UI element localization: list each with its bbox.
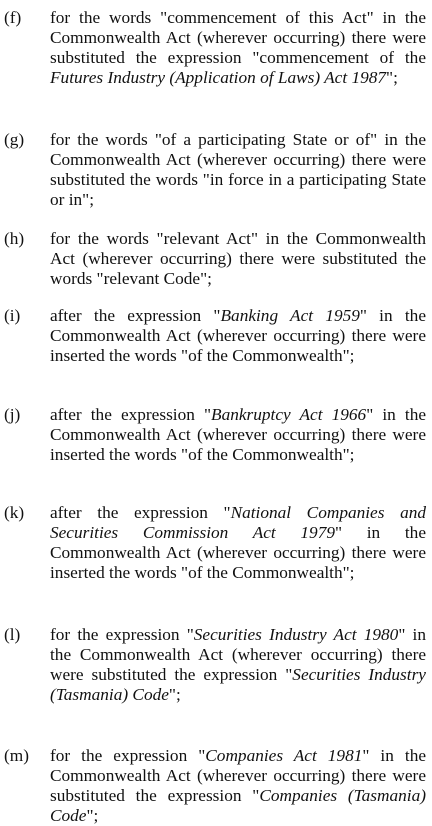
clause-text-run: "; <box>86 806 99 825</box>
act-title: Futures Industry (Application of Laws) Act 1987 <box>50 68 387 87</box>
clause-label: (h) <box>4 229 25 248</box>
act-title: Securities Industry Act 1980 <box>193 625 399 644</box>
clause-label: (g) <box>4 130 25 149</box>
clause-text-run: " in the Commonwealth Act (wherever occurring) there were inserted the words "of the Commonwealth"; <box>50 405 426 464</box>
clause-text-run: " in the Commonwealth Act (wherever occurring) there were inserted the words "of the Commonwealth"; <box>50 523 426 582</box>
clause-text-run: "; <box>386 68 398 87</box>
clause-text-run: after the expression " <box>50 405 212 424</box>
clause-text-run: for the words "relevant Act" in the Commonwealth Act (wherever occurring) there were substituted the words "relevant Code"; <box>50 229 426 288</box>
clause-text <box>50 625 426 705</box>
clause-text-run: for the expression " <box>50 625 194 644</box>
clause-text-run: after the expression " <box>50 503 231 522</box>
code-title: Securities Industry (Tasmania) Code <box>50 665 426 704</box>
clause-label: (f) <box>4 8 22 27</box>
clause-text-run: for the expression " <box>50 746 206 765</box>
clause-text <box>50 8 426 88</box>
clause-text <box>50 306 426 366</box>
clause-label: (j) <box>4 405 21 424</box>
act-title: Companies Act 1981 <box>205 746 363 765</box>
clause-text <box>50 130 426 210</box>
clause-text <box>50 405 426 465</box>
clause-label: (m) <box>4 746 29 765</box>
act-title: Bankruptcy Act 1966 <box>211 405 367 424</box>
act-title: Banking Act 1959 <box>220 306 360 325</box>
clause-text-run: "; <box>168 685 181 704</box>
clause-label: (l) <box>4 625 21 644</box>
clause-text-run: for the words "commencement of this Act" in the Commonwealth Act (wherever occurring) there were substituted the expression "commencement of the <box>50 8 426 67</box>
clause-text <box>50 746 426 826</box>
act-title: National Companies and Securities Commission Act 1979 <box>50 503 426 542</box>
clause-label: (k) <box>4 503 25 522</box>
clause-text-run: after the expression " <box>50 306 221 325</box>
clause-text-run: " in the Commonwealth Act (wherever occurring) there were substituted the expression " <box>50 746 427 805</box>
clause-text-run: for the words "of a participating State or of" in the Commonwealth Act (wherever occurring) there were substituted the words "in force in a participating State or in"; <box>50 130 426 209</box>
clause-text-run: " in the Commonwealth Act (wherever occurring) there were inserted the words "of the Commonwealth"; <box>50 306 426 365</box>
clause-text-run: " in the Commonwealth Act (wherever occurring) there were substituted the expression " <box>50 625 427 684</box>
clause-label: (i) <box>4 306 21 325</box>
code-title: Companies (Tasmania) Code <box>50 786 426 825</box>
clause-text <box>50 229 426 289</box>
clause-text <box>50 503 426 583</box>
